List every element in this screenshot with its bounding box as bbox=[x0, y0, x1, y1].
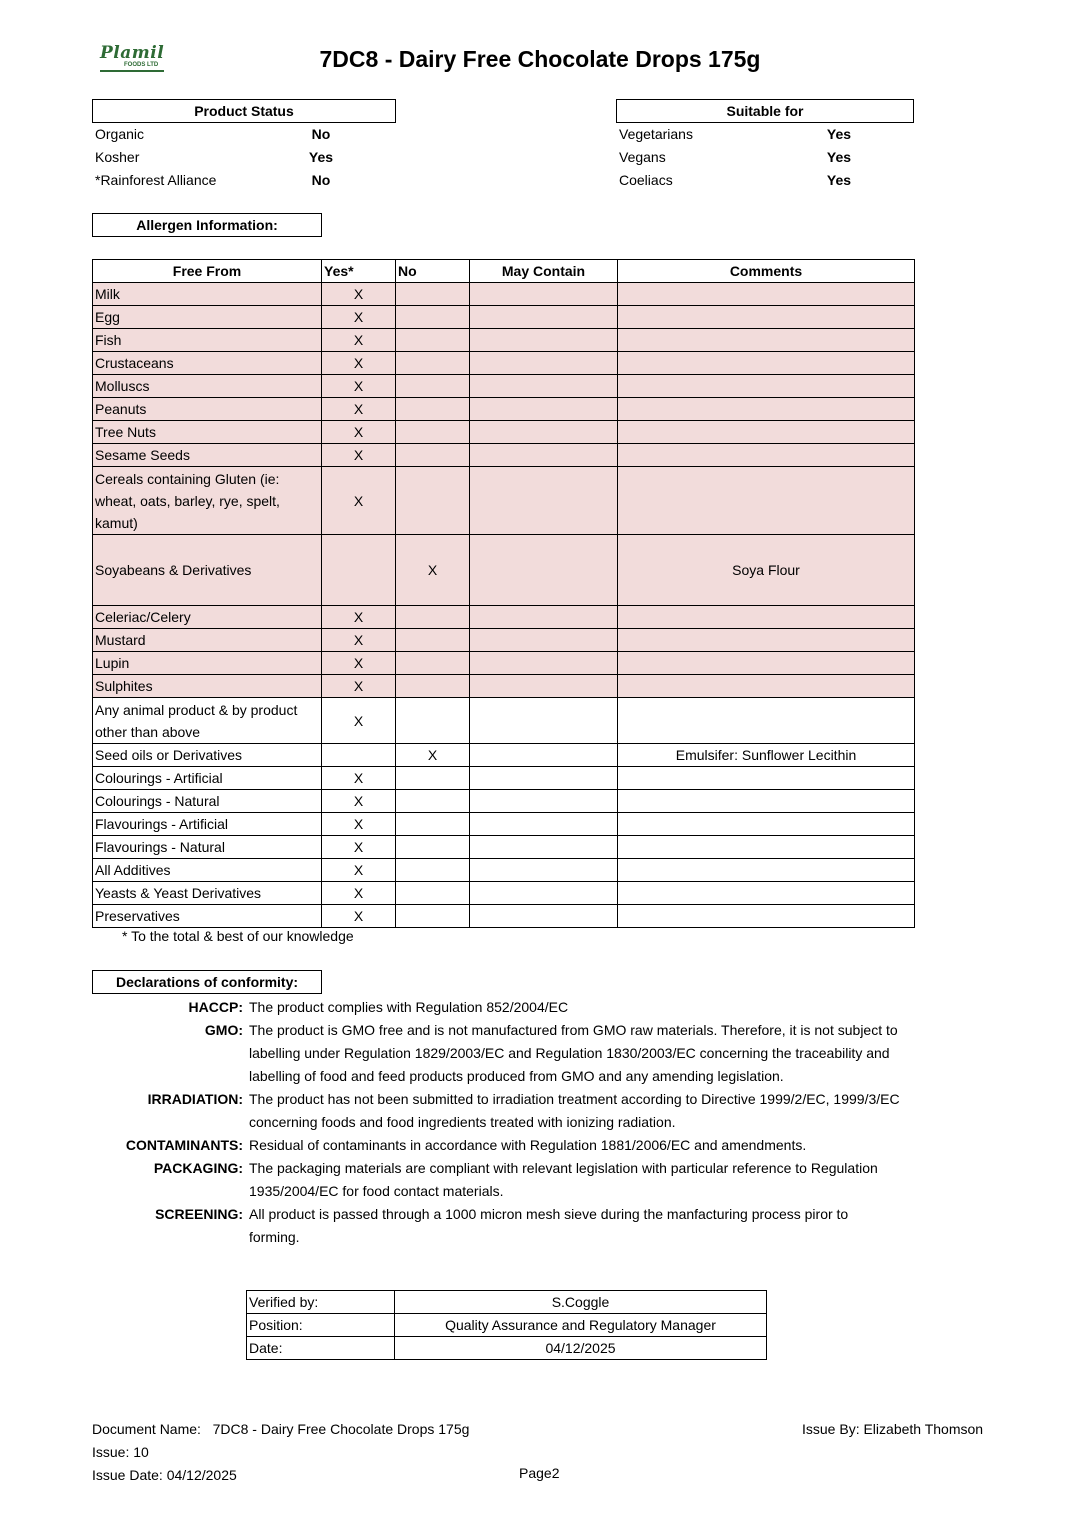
allergen-name: Celeriac/Celery bbox=[93, 606, 322, 629]
allergen-name: Flavourings - Natural bbox=[93, 836, 322, 859]
declaration-label: CONTAMINANTS: bbox=[125, 1137, 243, 1153]
declaration-label: IRRADIATION: bbox=[147, 1091, 243, 1107]
allergen-row bbox=[93, 398, 915, 421]
product-status-row bbox=[95, 123, 341, 146]
allergen-row bbox=[93, 698, 915, 744]
allergen-row bbox=[93, 767, 915, 790]
allergen-may-contain-cell bbox=[470, 398, 618, 421]
suitable-label: Vegans bbox=[619, 149, 666, 165]
allergen-name: Lupin bbox=[93, 652, 322, 675]
allergen-heading: Allergen Information: bbox=[92, 213, 322, 237]
declaration-text: The packaging materials are compliant with relevant legislation with particular reference to Regulation 1935/2004/EC for food contact materials. bbox=[249, 1160, 878, 1199]
allergen-yes-cell: X bbox=[322, 813, 396, 836]
allergen-yes-cell: X bbox=[322, 467, 396, 535]
declaration-text: The product complies with Regulation 852/2004/EC bbox=[249, 999, 569, 1015]
logo-wordmark: Plamil bbox=[100, 43, 165, 63]
verification-label: Position: bbox=[247, 1314, 395, 1337]
allergen-name: Any animal product & by product other than above bbox=[93, 698, 322, 744]
allergen-no-cell bbox=[396, 352, 470, 375]
allergen-name: Seed oils or Derivatives bbox=[93, 744, 322, 767]
verification-label: Verified by: bbox=[247, 1291, 395, 1314]
page-title: 7DC8 - Dairy Free Chocolate Drops 175g bbox=[319, 46, 761, 72]
verification-row bbox=[247, 1314, 767, 1337]
allergen-name: Cereals containing Gluten (ie: wheat, oats, barley, rye, spelt, kamut) bbox=[93, 467, 322, 535]
allergen-comment-cell bbox=[618, 836, 915, 859]
verification-row bbox=[247, 1337, 767, 1360]
allergen-yes-cell: X bbox=[322, 859, 396, 882]
declaration-item bbox=[92, 1203, 912, 1249]
allergen-may-contain-cell bbox=[470, 283, 618, 306]
allergen-no-cell bbox=[396, 398, 470, 421]
header-yes: Yes* bbox=[322, 260, 396, 283]
declaration-text: Residual of contaminants in accordance with Regulation 1881/2006/EC and amendments. bbox=[249, 1137, 807, 1153]
document-name-value: 7DC8 - Dairy Free Chocolate Drops 175g bbox=[212, 1421, 470, 1437]
allergen-row bbox=[93, 306, 915, 329]
allergen-may-contain-cell bbox=[470, 675, 618, 698]
suitable-for-row bbox=[619, 146, 859, 169]
header-no: No bbox=[396, 260, 470, 283]
allergen-comment-cell bbox=[618, 698, 915, 744]
product-status-row bbox=[95, 146, 341, 169]
allergen-no-cell bbox=[396, 629, 470, 652]
allergen-yes-cell: X bbox=[322, 329, 396, 352]
allergen-yes-cell bbox=[322, 535, 396, 606]
verification-label: Date: bbox=[247, 1337, 395, 1360]
allergen-name: Tree Nuts bbox=[93, 421, 322, 444]
allergen-may-contain-cell bbox=[470, 444, 618, 467]
allergen-yes-cell: X bbox=[322, 444, 396, 467]
allergen-yes-cell: X bbox=[322, 306, 396, 329]
allergen-comment-cell bbox=[618, 352, 915, 375]
allergen-comment-cell: Emulsifer: Sunflower Lecithin bbox=[618, 744, 915, 767]
allergen-may-contain-cell bbox=[470, 790, 618, 813]
allergen-no-cell bbox=[396, 836, 470, 859]
allergen-name: Sulphites bbox=[93, 675, 322, 698]
allergen-name: Mustard bbox=[93, 629, 322, 652]
status-value: No bbox=[311, 172, 331, 188]
allergen-yes-cell: X bbox=[322, 398, 396, 421]
allergen-no-cell bbox=[396, 444, 470, 467]
allergen-no-cell bbox=[396, 606, 470, 629]
allergen-comment-cell bbox=[618, 398, 915, 421]
verification-row bbox=[247, 1291, 767, 1314]
allergen-no-cell bbox=[396, 652, 470, 675]
allergen-yes-cell: X bbox=[322, 652, 396, 675]
allergen-name: Egg bbox=[93, 306, 322, 329]
suitable-for-list bbox=[619, 123, 859, 192]
declarations-heading: Declarations of conformity: bbox=[92, 970, 322, 994]
suitable-for-row bbox=[619, 169, 859, 192]
allergen-comment-cell bbox=[618, 283, 915, 306]
product-status-heading: Product Status bbox=[92, 99, 396, 123]
allergen-yes-cell: X bbox=[322, 836, 396, 859]
allergen-comment-cell bbox=[618, 790, 915, 813]
suitable-label: Coeliacs bbox=[619, 172, 673, 188]
allergen-row bbox=[93, 467, 915, 535]
allergen-name: Milk bbox=[93, 283, 322, 306]
allergen-row bbox=[93, 606, 915, 629]
allergen-no-cell: X bbox=[396, 535, 470, 606]
allergen-yes-cell: X bbox=[322, 352, 396, 375]
allergen-yes-cell: X bbox=[322, 675, 396, 698]
allergen-row bbox=[93, 329, 915, 352]
allergen-no-cell bbox=[396, 306, 470, 329]
allergen-row bbox=[93, 836, 915, 859]
allergen-may-contain-cell bbox=[470, 606, 618, 629]
declaration-label: GMO: bbox=[204, 1022, 243, 1038]
allergen-comment-cell: Soya Flour bbox=[618, 535, 915, 606]
allergen-may-contain-cell bbox=[470, 329, 618, 352]
allergen-may-contain-cell bbox=[470, 836, 618, 859]
allergen-no-cell bbox=[396, 329, 470, 352]
suitable-value: Yes bbox=[826, 149, 852, 165]
allergen-row bbox=[93, 352, 915, 375]
allergen-row bbox=[93, 629, 915, 652]
verification-value: 04/12/2025 bbox=[395, 1337, 767, 1360]
header-free-from: Free From bbox=[93, 260, 322, 283]
allergen-no-cell bbox=[396, 859, 470, 882]
allergen-row bbox=[93, 375, 915, 398]
allergen-may-contain-cell bbox=[470, 306, 618, 329]
status-value: Yes bbox=[308, 149, 334, 165]
allergen-no-cell bbox=[396, 905, 470, 928]
suitable-value: Yes bbox=[826, 172, 852, 188]
declaration-text: The product has not been submitted to irradiation treatment according to Directive 1999/2/EC, 1999/3/EC concerning foods and food ingredients treated with ionizing radiation. bbox=[249, 1091, 900, 1130]
allergen-row bbox=[93, 675, 915, 698]
allergen-yes-cell: X bbox=[322, 629, 396, 652]
allergen-row bbox=[93, 652, 915, 675]
allergen-name: Colourings - Artificial bbox=[93, 767, 322, 790]
allergen-comment-cell bbox=[618, 813, 915, 836]
allergen-name: Sesame Seeds bbox=[93, 444, 322, 467]
allergen-yes-cell: X bbox=[322, 283, 396, 306]
allergen-row bbox=[93, 905, 915, 928]
footer-document-name bbox=[92, 1421, 469, 1437]
allergen-may-contain-cell bbox=[470, 744, 618, 767]
allergen-no-cell bbox=[396, 882, 470, 905]
product-status-row bbox=[95, 169, 341, 192]
allergen-header-row bbox=[93, 260, 915, 283]
allergen-row bbox=[93, 882, 915, 905]
allergen-table-body bbox=[93, 283, 915, 928]
suitable-label: Vegetarians bbox=[619, 126, 693, 142]
allergen-no-cell bbox=[396, 421, 470, 444]
allergen-comment-cell bbox=[618, 629, 915, 652]
declaration-item bbox=[92, 1019, 912, 1088]
allergen-row bbox=[93, 859, 915, 882]
allergen-may-contain-cell bbox=[470, 467, 618, 535]
allergen-comment-cell bbox=[618, 421, 915, 444]
allergen-may-contain-cell bbox=[470, 629, 618, 652]
suitable-for-row bbox=[619, 123, 859, 146]
allergen-name: Flavourings - Artificial bbox=[93, 813, 322, 836]
allergen-yes-cell: X bbox=[322, 767, 396, 790]
allergen-no-cell bbox=[396, 675, 470, 698]
allergen-comment-cell bbox=[618, 905, 915, 928]
header-may-contain: May Contain bbox=[470, 260, 618, 283]
allergen-name: Colourings - Natural bbox=[93, 790, 322, 813]
allergen-name: Yeasts & Yeast Derivatives bbox=[93, 882, 322, 905]
footnote: * To the total & best of our knowledge bbox=[122, 928, 354, 944]
allergen-name: Molluscs bbox=[93, 375, 322, 398]
declaration-item bbox=[92, 1134, 912, 1157]
allergen-comment-cell bbox=[618, 882, 915, 905]
allergen-row bbox=[93, 535, 915, 606]
footer-issue: Issue: 10 bbox=[92, 1444, 149, 1460]
allergen-no-cell: X bbox=[396, 744, 470, 767]
allergen-name: Crustaceans bbox=[93, 352, 322, 375]
allergen-row bbox=[93, 790, 915, 813]
allergen-table bbox=[92, 259, 915, 928]
allergen-row bbox=[93, 744, 915, 767]
allergen-may-contain-cell bbox=[470, 698, 618, 744]
allergen-may-contain-cell bbox=[470, 421, 618, 444]
verification-table bbox=[246, 1290, 767, 1360]
allergen-may-contain-cell bbox=[470, 905, 618, 928]
allergen-row bbox=[93, 421, 915, 444]
declaration-item bbox=[92, 1157, 912, 1203]
allergen-may-contain-cell bbox=[470, 859, 618, 882]
allergen-no-cell bbox=[396, 375, 470, 398]
allergen-may-contain-cell bbox=[470, 652, 618, 675]
verification-value: S.Coggle bbox=[395, 1291, 767, 1314]
logo-subtext: FOODS LTD bbox=[124, 62, 159, 68]
header-comments: Comments bbox=[618, 260, 915, 283]
footer-page-number: Page2 bbox=[519, 1465, 560, 1481]
allergen-may-contain-cell bbox=[470, 352, 618, 375]
allergen-no-cell bbox=[396, 698, 470, 744]
product-status-list bbox=[95, 123, 341, 192]
allergen-row bbox=[93, 283, 915, 306]
allergen-comment-cell bbox=[618, 375, 915, 398]
footer-issue-date: Issue Date: 04/12/2025 bbox=[92, 1467, 237, 1483]
allergen-yes-cell: X bbox=[322, 375, 396, 398]
suitable-for-heading: Suitable for bbox=[616, 99, 914, 123]
allergen-yes-cell: X bbox=[322, 905, 396, 928]
allergen-comment-cell bbox=[618, 675, 915, 698]
verification-value: Quality Assurance and Regulatory Manager bbox=[395, 1314, 767, 1337]
document-name-label: Document Name: bbox=[92, 1421, 201, 1437]
allergen-yes-cell: X bbox=[322, 421, 396, 444]
allergen-name: Fish bbox=[93, 329, 322, 352]
allergen-comment-cell bbox=[618, 859, 915, 882]
allergen-no-cell bbox=[396, 467, 470, 535]
allergen-no-cell bbox=[396, 790, 470, 813]
declaration-label: SCREENING: bbox=[155, 1206, 243, 1222]
allergen-may-contain-cell bbox=[470, 375, 618, 398]
allergen-no-cell bbox=[396, 767, 470, 790]
status-label: *Rainforest Alliance bbox=[95, 172, 217, 188]
allergen-comment-cell bbox=[618, 329, 915, 352]
allergen-comment-cell bbox=[618, 767, 915, 790]
allergen-may-contain-cell bbox=[470, 767, 618, 790]
declaration-item bbox=[92, 996, 912, 1019]
allergen-no-cell bbox=[396, 813, 470, 836]
allergen-yes-cell bbox=[322, 744, 396, 767]
status-label: Organic bbox=[95, 126, 145, 142]
status-value: No bbox=[311, 126, 331, 142]
allergen-comment-cell bbox=[618, 306, 915, 329]
footer-issue-by: Issue By: Elizabeth Thomson bbox=[802, 1421, 984, 1437]
allergen-name: Preservatives bbox=[93, 905, 322, 928]
allergen-yes-cell: X bbox=[322, 698, 396, 744]
declarations-list bbox=[92, 996, 912, 1249]
declaration-text: All product is passed through a 1000 micron mesh sieve during the manfacturing process piror to forming. bbox=[249, 1206, 849, 1245]
allergen-row bbox=[93, 813, 915, 836]
allergen-yes-cell: X bbox=[322, 882, 396, 905]
allergen-comment-cell bbox=[618, 467, 915, 535]
allergen-name: Peanuts bbox=[93, 398, 322, 421]
allergen-yes-cell: X bbox=[322, 790, 396, 813]
allergen-yes-cell: X bbox=[322, 606, 396, 629]
allergen-name: All Additives bbox=[93, 859, 322, 882]
allergen-name: Soyabeans & Derivatives bbox=[93, 535, 322, 606]
status-label: Kosher bbox=[95, 149, 140, 165]
allergen-comment-cell bbox=[618, 444, 915, 467]
allergen-comment-cell bbox=[618, 606, 915, 629]
declaration-item bbox=[92, 1088, 912, 1134]
allergen-may-contain-cell bbox=[470, 813, 618, 836]
allergen-row bbox=[93, 444, 915, 467]
declaration-text: The product is GMO free and is not manufactured from GMO raw materials. Therefore, it is not subject to labelling under Regulation 1829/2003/EC and Regulation 1830/2003/EC concerning the traceability and labelling of food and feed products produced from GMO and any amending legislation. bbox=[249, 1022, 898, 1084]
allergen-no-cell bbox=[396, 283, 470, 306]
declaration-label: PACKAGING: bbox=[153, 1160, 243, 1176]
suitable-value: Yes bbox=[826, 126, 852, 142]
allergen-comment-cell bbox=[618, 652, 915, 675]
declaration-label: HACCP: bbox=[188, 999, 243, 1015]
allergen-may-contain-cell bbox=[470, 535, 618, 606]
allergen-may-contain-cell bbox=[470, 882, 618, 905]
